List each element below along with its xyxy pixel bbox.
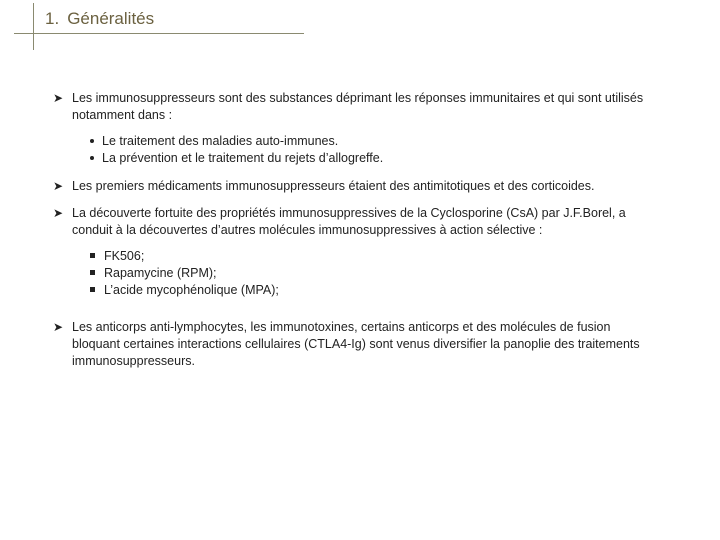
sub-item (90, 282, 690, 299)
point-1-line-2: notamment dans : (72, 108, 173, 122)
sub-item-text: Le traitement des maladies auto-immunes. (102, 134, 339, 148)
bullet-point-4 (53, 319, 703, 370)
point-4-line-2: bloquant certaines interactions cellulaires (CTLA4-Ig) sont venus diversifier la panoplie des traitements (72, 337, 640, 351)
arrow-bullet-icon: ➤ (53, 206, 64, 220)
bullet-point-3 (53, 205, 703, 239)
point-2-line-1: Les premiers médicaments immunosuppresseurs étaient des antimitotiques et des corticoides. (72, 179, 595, 193)
square-bullet-icon (90, 287, 95, 292)
square-bullet-icon (90, 253, 95, 258)
sub-item (90, 248, 690, 265)
point-3-line-1: La découverte fortuite des propriétés immunosuppressives de la Cyclosporine (CsA) par J.F.Borel, a (72, 206, 626, 220)
point-1-line-1: Les immunosuppresseurs sont des substances déprimant les réponses immunitaires et qui sont utilisés (72, 91, 644, 105)
point-4-line-3: immunosuppresseurs. (72, 354, 195, 368)
section-title: Généralités (67, 9, 155, 28)
dot-bullet-icon (90, 139, 94, 143)
section-number: 1. (45, 9, 60, 28)
sub-item (90, 265, 690, 282)
sub-item-text: L’acide mycophénolique (MPA); (104, 283, 279, 297)
title-horizontal-rule (14, 33, 304, 34)
bullet-point-2 (53, 178, 703, 195)
dot-bullet-icon (90, 156, 94, 160)
sub-item (90, 133, 690, 150)
title-vertical-rule (33, 3, 34, 50)
sub-item (90, 150, 690, 167)
page-title (45, 9, 154, 29)
arrow-bullet-icon: ➤ (53, 320, 64, 334)
sub-item-text: La prévention et le traitement du rejets d’allogreffe. (102, 151, 384, 165)
sub-item-text: FK506; (104, 249, 145, 263)
arrow-bullet-icon: ➤ (53, 91, 64, 105)
square-bullet-icon (90, 270, 95, 275)
arrow-bullet-icon: ➤ (53, 179, 64, 193)
point-3-line-2: conduit à la découvertes d’autres molécules immunosuppressives à action sélective : (72, 223, 543, 237)
bullet-point-1 (53, 90, 703, 124)
point-4-line-1: Les anticorps anti-lymphocytes, les immunotoxines, certains anticorps et des molécules de fusion (72, 320, 611, 334)
sub-item-text: Rapamycine (RPM); (104, 266, 217, 280)
